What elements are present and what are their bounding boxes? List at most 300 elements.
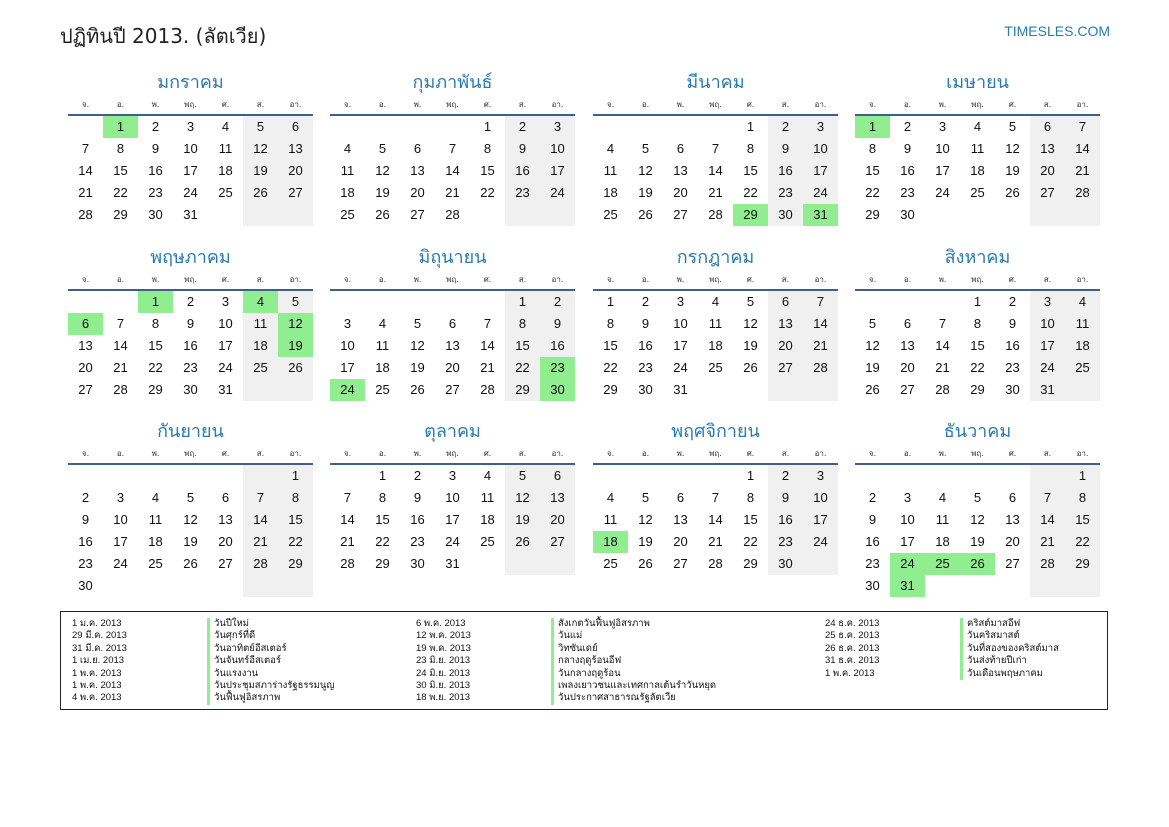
weekday-label: อา.	[289, 100, 302, 109]
day-cell: 28	[935, 382, 950, 397]
day-cell: 14	[1030, 509, 1065, 531]
day-cell: 29	[113, 207, 128, 222]
holiday-name: วันประชุมสภาร่างรัฐธรรมนูญ	[207, 680, 334, 692]
day-cell: 2	[903, 119, 912, 134]
week-row	[855, 291, 1100, 313]
empty-cell	[68, 465, 103, 487]
holiday-row	[72, 643, 334, 655]
weekday-label: ส.	[256, 449, 265, 458]
day-cell: 12	[243, 138, 278, 160]
holiday-column-3	[825, 618, 1059, 680]
weekday-label: ศ.	[221, 449, 230, 458]
weekday-label: พ.	[938, 275, 947, 284]
weekday-label: จ.	[868, 275, 877, 284]
day-cell: 27	[1005, 556, 1020, 571]
day-cell: 19	[243, 160, 278, 182]
day-cell: 18	[593, 531, 628, 553]
day-cell: 16	[505, 160, 540, 182]
day-cell: 8	[606, 316, 615, 331]
week-row	[593, 291, 838, 313]
day-cell: 22	[743, 185, 758, 200]
day-cell: 15	[1065, 509, 1100, 531]
day-cell: 20	[78, 360, 93, 375]
empty-cell	[925, 291, 960, 313]
day-cell: 1	[378, 468, 387, 483]
day-cell: 8	[278, 487, 313, 509]
day-cell: 20	[540, 509, 575, 531]
day-cell: 6	[768, 291, 803, 313]
week-row	[593, 553, 838, 575]
day-cell: 29	[278, 553, 313, 575]
weekday-label: ส.	[1043, 100, 1052, 109]
day-cell: 27	[768, 357, 803, 379]
day-cell: 24	[1030, 357, 1065, 379]
day-cell: 1	[505, 291, 540, 313]
month-name: กุมภาพันธ์	[412, 72, 493, 93]
holiday-date: 24 มิ.ย. 2013	[416, 667, 471, 679]
empty-cell	[330, 465, 365, 487]
day-cell: 28	[708, 556, 723, 571]
day-cell: 1	[855, 116, 890, 138]
week-row	[68, 313, 313, 335]
day-cell: 17	[803, 509, 838, 531]
holiday-name: วันที่สองของคริสต์มาส	[960, 643, 1059, 655]
day-cell: 30	[148, 207, 163, 222]
day-cell: 19	[410, 360, 425, 375]
empty-cell	[1065, 379, 1100, 401]
day-cell: 28	[113, 382, 128, 397]
day-cell: 17	[445, 512, 460, 527]
day-cell: 1	[746, 119, 755, 134]
day-cell: 10	[803, 138, 838, 160]
empty-cell	[173, 575, 208, 597]
day-cell: 22	[865, 185, 880, 200]
empty-cell	[960, 465, 995, 487]
empty-cell	[470, 553, 505, 575]
day-cell: 15	[865, 163, 880, 178]
day-cell: 21	[340, 534, 355, 549]
empty-cell	[925, 575, 960, 597]
empty-cell	[400, 116, 435, 138]
day-cell: 24	[218, 360, 233, 375]
day-cell: 24	[890, 553, 925, 575]
day-cell: 8	[483, 141, 492, 156]
empty-cell	[803, 553, 838, 575]
day-cell: 24	[445, 534, 460, 549]
weekday-label: พฤ.	[446, 100, 459, 109]
day-cell: 2	[641, 294, 650, 309]
week-row	[855, 575, 1100, 597]
holiday-column-2	[416, 618, 716, 705]
day-cell: 2	[868, 490, 877, 505]
empty-cell	[995, 465, 1030, 487]
empty-cell	[628, 116, 663, 138]
day-cell: 18	[480, 512, 495, 527]
day-cell: 9	[768, 487, 803, 509]
day-cell: 24	[673, 360, 688, 375]
empty-cell	[243, 575, 278, 597]
day-cell: 26	[243, 182, 278, 204]
weekday-label: ส.	[1043, 275, 1052, 284]
empty-cell	[278, 575, 313, 597]
day-cell: 29	[733, 204, 768, 226]
day-cell: 11	[243, 313, 278, 335]
day-cell: 12	[638, 512, 653, 527]
holiday-column-1	[72, 618, 334, 705]
week-row	[593, 487, 838, 509]
day-cell: 6	[1008, 490, 1017, 505]
empty-cell	[593, 465, 628, 487]
holiday-date: 1 พ.ค. 2013	[825, 667, 875, 679]
day-cell: 29	[148, 382, 163, 397]
weekday-label: จ.	[606, 275, 615, 284]
day-cell: 26	[638, 207, 653, 222]
weekday-label: ศ.	[221, 275, 230, 284]
day-cell: 16	[1005, 338, 1020, 353]
empty-cell	[173, 465, 208, 487]
day-cell: 3	[448, 468, 457, 483]
weekday-label: อ.	[378, 449, 387, 458]
weekday-label: อ.	[903, 275, 912, 284]
week-row	[593, 335, 838, 357]
day-cell: 6	[903, 316, 912, 331]
empty-cell	[435, 116, 470, 138]
day-cell: 2	[505, 116, 540, 138]
holiday-row	[416, 618, 716, 630]
empty-cell	[628, 465, 663, 487]
day-cell: 23	[505, 182, 540, 204]
weekday-label: จ.	[343, 100, 352, 109]
week-row	[330, 160, 575, 182]
day-cell: 1	[483, 119, 492, 134]
day-cell: 22	[113, 185, 128, 200]
weekday-label: จ.	[868, 449, 877, 458]
day-cell: 16	[78, 534, 93, 549]
day-cell: 3	[343, 316, 352, 331]
day-cell: 8	[1065, 487, 1100, 509]
day-cell: 2	[413, 468, 422, 483]
week-row	[855, 379, 1100, 401]
day-cell: 27	[218, 556, 233, 571]
empty-cell	[890, 291, 925, 313]
day-cell: 5	[413, 316, 422, 331]
day-cell: 21	[803, 335, 838, 357]
day-cell: 5	[1008, 119, 1017, 134]
day-cell: 28	[1065, 182, 1100, 204]
day-cell: 2	[186, 294, 195, 309]
day-cell: 7	[711, 490, 720, 505]
week-row	[330, 182, 575, 204]
day-cell: 1	[103, 116, 138, 138]
empty-cell	[1065, 204, 1100, 226]
weekday-label: อา.	[551, 275, 564, 284]
weekday-label: อ.	[641, 100, 650, 109]
empty-cell	[1030, 575, 1065, 597]
empty-cell	[960, 204, 995, 226]
weekday-label: ศ.	[1008, 275, 1017, 284]
weekday-label: พฤ.	[446, 449, 459, 458]
day-cell: 9	[641, 316, 650, 331]
weekday-label: ส.	[518, 449, 527, 458]
week-row	[330, 335, 575, 357]
empty-cell	[890, 465, 925, 487]
weekday-header	[68, 271, 313, 291]
day-cell: 13	[673, 163, 688, 178]
day-cell: 16	[768, 509, 803, 531]
day-cell: 25	[340, 207, 355, 222]
day-cell: 23	[410, 534, 425, 549]
day-cell: 23	[900, 185, 915, 200]
day-cell: 16	[638, 338, 653, 353]
holiday-name: วันศุกร์ที่ดี	[207, 630, 255, 642]
weekday-label: พฤ.	[709, 275, 722, 284]
day-cell: 8	[505, 313, 540, 335]
day-cell: 27	[78, 382, 93, 397]
week-row	[855, 313, 1100, 335]
day-cell: 11	[218, 141, 233, 156]
weekday-label: พฤ.	[971, 449, 984, 458]
day-cell: 26	[278, 357, 313, 379]
day-cell: 10	[540, 138, 575, 160]
holiday-name: กลางฤดูร้อนอีฟ	[551, 655, 621, 667]
day-cell: 24	[183, 185, 198, 200]
holiday-row	[416, 668, 716, 680]
empty-cell	[243, 465, 278, 487]
day-cell: 4	[973, 119, 982, 134]
day-cell: 22	[148, 360, 163, 375]
weekday-label: อา.	[814, 275, 827, 284]
day-cell: 22	[743, 534, 758, 549]
day-cell: 26	[638, 556, 653, 571]
day-cell: 26	[960, 553, 995, 575]
holiday-name: วันคริสมาสต์	[960, 630, 1020, 642]
day-cell: 12	[1005, 141, 1020, 156]
day-cell: 6	[278, 116, 313, 138]
holiday-name: เพลงเยาวชนและเทศกาลเต้นรำวันหยุด	[551, 680, 716, 692]
month-name: พฤศจิกายน	[671, 421, 760, 442]
weekday-label: อา.	[289, 275, 302, 284]
month-name: เมษายน	[946, 72, 1009, 93]
week-row	[68, 379, 313, 401]
empty-cell	[435, 291, 470, 313]
empty-cell	[330, 116, 365, 138]
week-row	[68, 335, 313, 357]
day-cell: 25	[480, 534, 495, 549]
day-cell: 11	[375, 338, 390, 353]
week-row	[330, 553, 575, 575]
week-row	[68, 204, 313, 226]
week-row	[855, 182, 1100, 204]
holiday-row	[825, 630, 1059, 642]
holiday-row	[72, 618, 334, 630]
day-cell: 8	[116, 141, 125, 156]
empty-cell	[925, 465, 960, 487]
weekday-label: พ.	[676, 100, 685, 109]
day-cell: 11	[603, 512, 618, 527]
day-cell: 18	[340, 185, 355, 200]
day-cell: 19	[743, 338, 758, 353]
holiday-row	[825, 618, 1059, 630]
day-cell: 31	[183, 207, 198, 222]
weekday-header	[855, 271, 1100, 291]
empty-cell	[138, 465, 173, 487]
holiday-date: 6 พ.ค. 2013	[416, 618, 466, 629]
day-cell: 7	[483, 316, 492, 331]
weekday-label: พ.	[938, 449, 947, 458]
day-cell: 26	[865, 382, 880, 397]
day-cell: 31	[445, 556, 460, 571]
holiday-row	[825, 655, 1059, 667]
day-cell: 3	[803, 116, 838, 138]
day-cell: 30	[638, 382, 653, 397]
day-cell: 14	[445, 163, 460, 178]
week-row	[330, 138, 575, 160]
weekday-label: พ.	[413, 100, 422, 109]
empty-cell	[593, 116, 628, 138]
weekday-label: จ.	[868, 100, 877, 109]
day-cell: 13	[218, 512, 233, 527]
empty-cell	[68, 116, 103, 138]
weekday-label: ส.	[518, 100, 527, 109]
day-cell: 13	[900, 338, 915, 353]
week-row	[330, 313, 575, 335]
empty-cell	[1030, 204, 1065, 226]
week-row	[593, 204, 838, 226]
week-row	[330, 379, 575, 401]
month-name: ตุลาคม	[424, 421, 481, 442]
week-row	[593, 509, 838, 531]
weekday-header	[855, 445, 1100, 465]
week-row	[593, 116, 838, 138]
day-cell: 22	[1065, 531, 1100, 553]
weekday-label: จ.	[81, 449, 90, 458]
empty-cell	[138, 575, 173, 597]
day-cell: 29	[1065, 553, 1100, 575]
day-cell: 20	[1005, 534, 1020, 549]
day-cell: 7	[711, 141, 720, 156]
day-cell: 12	[375, 163, 390, 178]
weekday-label: อา.	[814, 100, 827, 109]
day-cell: 3	[1030, 291, 1065, 313]
weekday-label: ส.	[781, 100, 790, 109]
weekday-label: อ.	[641, 275, 650, 284]
day-cell: 20	[445, 360, 460, 375]
month-9	[68, 419, 313, 597]
day-cell: 14	[340, 512, 355, 527]
weekday-label: อ.	[378, 100, 387, 109]
day-cell: 10	[113, 512, 128, 527]
day-cell: 15	[148, 338, 163, 353]
holiday-row	[825, 643, 1059, 655]
day-cell: 5	[868, 316, 877, 331]
weekday-label: พ.	[676, 449, 685, 458]
day-cell: 7	[81, 141, 90, 156]
weekday-label: จ.	[81, 275, 90, 284]
day-cell: 23	[183, 360, 198, 375]
holiday-row	[72, 668, 334, 680]
day-cell: 15	[603, 338, 618, 353]
day-cell: 21	[708, 534, 723, 549]
day-cell: 10	[445, 490, 460, 505]
week-row	[855, 531, 1100, 553]
holiday-row	[416, 643, 716, 655]
day-cell: 17	[935, 163, 950, 178]
day-cell: 5	[973, 490, 982, 505]
day-cell: 27	[900, 382, 915, 397]
day-cell: 25	[970, 185, 985, 200]
day-cell: 9	[413, 490, 422, 505]
week-row	[330, 531, 575, 553]
empty-cell	[470, 291, 505, 313]
day-cell: 25	[708, 360, 723, 375]
week-row	[68, 575, 313, 597]
day-cell: 17	[183, 163, 198, 178]
week-row	[855, 487, 1100, 509]
week-row	[68, 553, 313, 575]
day-cell: 20	[218, 534, 233, 549]
day-cell: 19	[865, 360, 880, 375]
day-cell: 24	[330, 379, 365, 401]
day-cell: 29	[865, 207, 880, 222]
weekday-label: อา.	[1076, 449, 1089, 458]
day-cell: 28	[480, 382, 495, 397]
day-cell: 15	[743, 512, 758, 527]
week-row	[593, 357, 838, 379]
day-cell: 8	[746, 141, 755, 156]
day-cell: 22	[970, 360, 985, 375]
day-cell: 22	[480, 185, 495, 200]
week-row	[593, 465, 838, 487]
day-cell: 19	[183, 534, 198, 549]
weekday-label: ส.	[781, 449, 790, 458]
week-row	[68, 357, 313, 379]
day-cell: 31	[890, 575, 925, 597]
day-cell: 11	[970, 141, 985, 156]
week-row	[68, 487, 313, 509]
day-cell: 10	[1030, 313, 1065, 335]
day-cell: 17	[113, 534, 128, 549]
empty-cell	[803, 379, 838, 401]
holiday-row	[416, 692, 716, 704]
month-8	[855, 245, 1100, 401]
day-cell: 26	[505, 531, 540, 553]
empty-cell	[505, 204, 540, 226]
day-cell: 16	[900, 163, 915, 178]
holiday-date: 31 ธ.ค. 2013	[825, 655, 880, 667]
brand-link[interactable]: TIMESLES.COM	[1004, 23, 1110, 39]
day-cell: 7	[1030, 487, 1065, 509]
day-cell: 17	[1030, 335, 1065, 357]
day-cell: 5	[186, 490, 195, 505]
day-cell: 31	[673, 382, 688, 397]
day-cell: 5	[278, 291, 313, 313]
day-cell: 1	[278, 465, 313, 487]
day-cell: 7	[938, 316, 947, 331]
holiday-name: สังเกตวันฟื้นฟูอิสรภาพ	[551, 618, 650, 630]
weekday-label: ศ.	[483, 100, 492, 109]
day-cell: 18	[935, 534, 950, 549]
day-cell: 9	[186, 316, 195, 331]
day-cell: 16	[410, 512, 425, 527]
day-cell: 11	[148, 512, 163, 527]
day-cell: 20	[278, 160, 313, 182]
weekday-label: ส.	[256, 275, 265, 284]
day-cell: 3	[221, 294, 230, 309]
day-cell: 25	[375, 382, 390, 397]
weekday-label: พฤ.	[971, 100, 984, 109]
holiday-date: 19 พ.ค. 2013	[416, 642, 471, 654]
day-cell: 30	[768, 553, 803, 575]
